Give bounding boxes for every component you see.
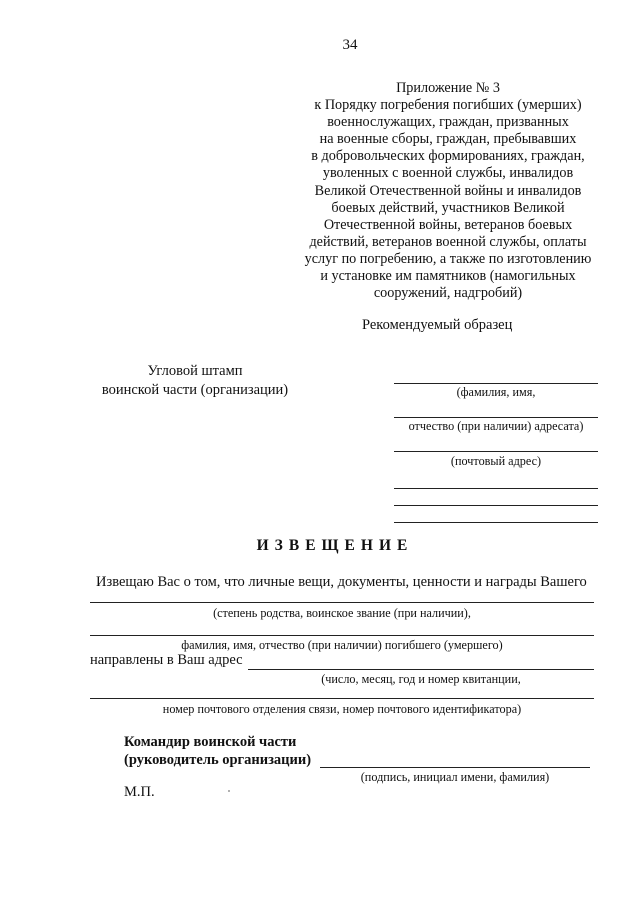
receipt-line (248, 669, 594, 670)
addressee-address-line (394, 451, 598, 452)
notice-title: ИЗВЕЩЕНИЕ (256, 537, 414, 554)
addressee-patronymic-line (394, 417, 598, 418)
appendix-header (278, 80, 618, 302)
recommended-sample-label: Рекомендуемый образец (362, 317, 513, 333)
addressee-address-line (394, 488, 598, 489)
appendix-line: в добровольческих формированиях, граждан, (311, 148, 585, 165)
appendix-line: действий, ветеранов военной службы, оплаты (309, 233, 587, 250)
fullname-line (90, 635, 594, 636)
stamp-line: воинской части (организации) (101, 382, 289, 398)
sent-to-address-label: направлены в Ваш адрес (90, 652, 243, 668)
page-number: 34 (342, 37, 358, 53)
addressee-name-line (394, 383, 598, 384)
post-office-caption: номер почтового отделения связи, номер почтового идентификатора) (162, 702, 522, 716)
kinship-caption: (степень родства, воинское звание (при наличии), (213, 606, 471, 620)
addressee-patronymic-caption: отчество (при наличии) адресата) (408, 419, 584, 433)
addressee-address-line (394, 522, 598, 523)
appendix-line: услуг по погребению, а также по изготовлению (304, 250, 592, 267)
fullname-caption: фамилия, имя, отчество (при наличии) погибшего (умершего) (181, 638, 503, 652)
stamp-line: Угловой штамп (147, 363, 243, 379)
signer-line: (руководитель организации) (124, 752, 312, 768)
appendix-line: к Порядку погребения погибших (умерших) (314, 97, 582, 114)
appendix-line: сооружений, надгробий) (373, 285, 523, 302)
appendix-line: и установке им памятников (намогильных (320, 268, 576, 285)
addressee-address-caption: (почтовый адрес) (450, 454, 542, 468)
signer-line: Командир воинской части (124, 734, 297, 750)
scan-speck (228, 790, 230, 792)
signature-line (320, 767, 590, 768)
addressee-name-caption: (фамилия, имя, (456, 385, 536, 399)
signer-title (124, 733, 311, 769)
signature-caption: (подпись, инициал имени, фамилия) (360, 770, 550, 784)
appendix-title: Приложение № 3 (396, 80, 500, 96)
kinship-line (90, 602, 594, 603)
corner-stamp-placeholder (90, 362, 300, 400)
appendix-line: уволенных с военной службы, инвалидов (322, 165, 574, 182)
seal-place-label: М.П. (124, 784, 155, 800)
receipt-caption: (число, месяц, год и номер квитанции, (321, 672, 521, 686)
addressee-address-line (394, 505, 598, 506)
notice-intro-text: Извещаю Вас о том, что личные вещи, документы, ценности и награды Вашего (96, 574, 587, 590)
appendix-line: боевых действий, участников Великой (331, 199, 565, 216)
appendix-line: Отечественной войны, ветеранов боевых (323, 216, 573, 233)
post-office-line (90, 698, 594, 699)
appendix-line: военнослужащих, граждан, призванных (327, 114, 569, 131)
appendix-line: Великой Отечественной войны и инвалидов (314, 182, 582, 199)
appendix-line: на военные сборы, граждан, пребывавших (319, 131, 577, 148)
